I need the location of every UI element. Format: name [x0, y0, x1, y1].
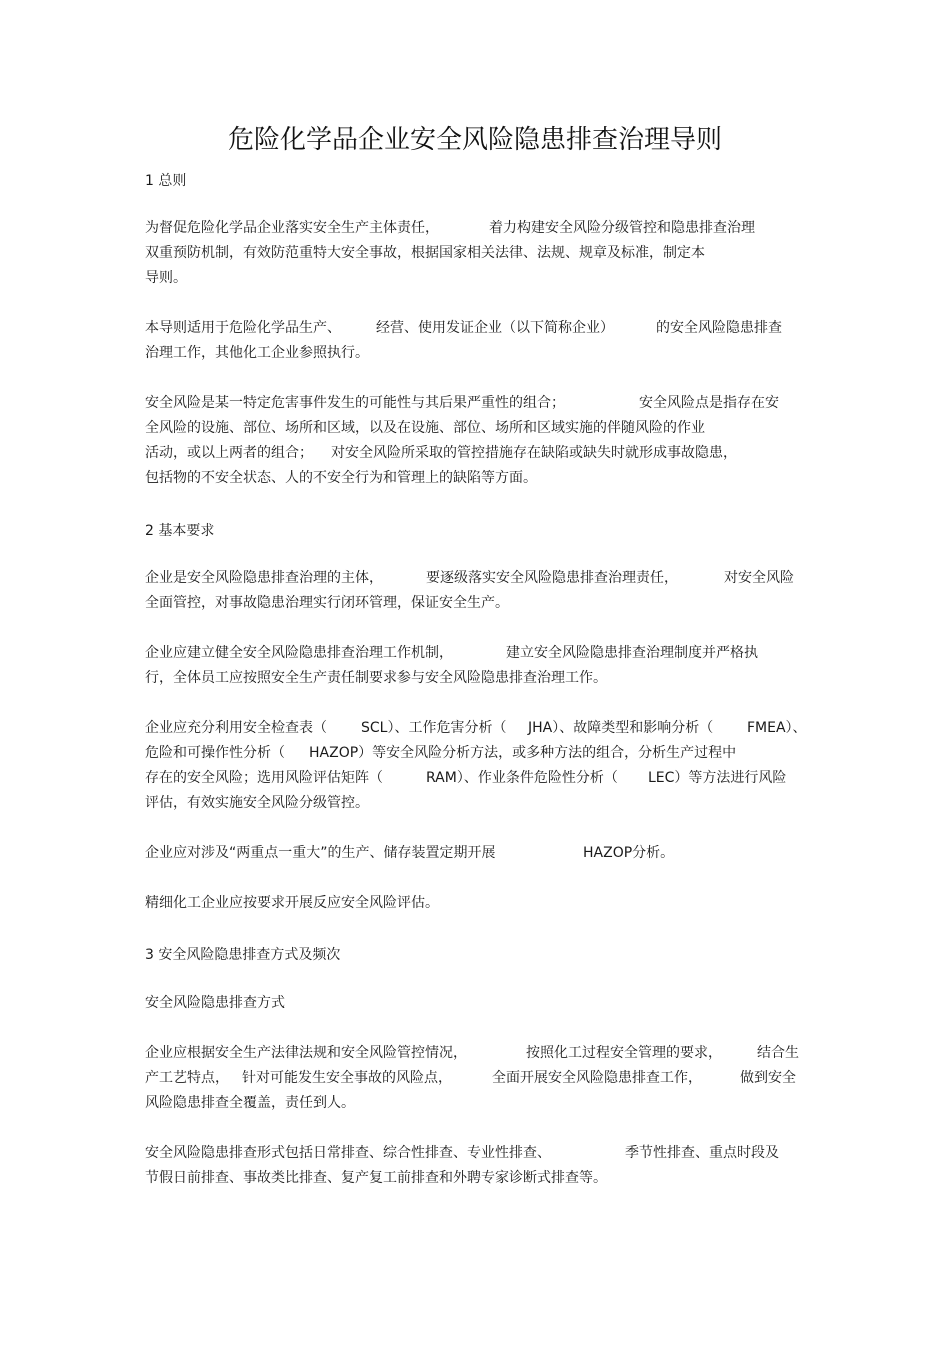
paragraph-line: 行，全体员工应按照安全生产责任制要求参与安全风险隐患排查治理工作。 [145, 670, 607, 686]
text-run: HAZOP分析。 [583, 845, 675, 861]
text-run: JHA）、故障类型和影响分析（ [528, 720, 714, 736]
text-run: 安全风险是某一特定危害事件发生的可能性与其后果严重性的组合； [145, 395, 565, 411]
paragraph-line: 双重预防机制，有效防范重特大安全事故，根据国家相关法律、法规、规章及标准，制定本 [145, 245, 705, 261]
document-title: 危险化学品企业安全风险隐患排查治理导则 [227, 125, 722, 155]
paragraph-line: 节假日前排查、事故类比排查、复产复工前排查和外聘专家诊断式排查等。 [145, 1170, 607, 1186]
text-run: 季节性排查、重点时段及 [625, 1145, 779, 1161]
text-run: 要逐级落实安全风险隐患排查治理责任， [426, 570, 678, 586]
text-run: 安全风险点是指存在安 [639, 395, 779, 411]
text-run: 按照化工过程安全管理的要求， [526, 1045, 722, 1061]
text-run: 建立安全风险隐患排查治理制度并严格执 [506, 645, 758, 661]
text-run: 产工艺特点， [145, 1070, 229, 1086]
paragraph-line: 精细化工企业应按要求开展反应安全风险评估。 [145, 895, 439, 911]
text-run: 企业应充分利用安全检查表（ [145, 720, 327, 736]
text-run: 全面开展安全风险隐患排查工作， [492, 1070, 702, 1086]
text-run: 企业应根据安全生产法律法规和安全风险管控情况， [145, 1045, 467, 1061]
text-run: 针对可能发生安全事故的风险点， [242, 1070, 452, 1086]
section-heading: 2 基本要求 [145, 523, 215, 539]
text-run: 为督促危险化学品企业落实安全生产主体责任， [145, 220, 439, 236]
section-heading: 1 总则 [145, 173, 187, 189]
text-run: 着力构建安全风险分级管控和隐患排查治理 [489, 220, 755, 236]
text-run: 安全风险隐患排查形式包括日常排查、综合性排查、专业性排查、 [145, 1145, 551, 1161]
text-run: HAZOP）等安全风险分析方法，或多种方法的组合，分析生产过程中 [309, 745, 737, 761]
section-heading: 3 安全风险隐患排查方式及频次 [145, 947, 341, 963]
text-run: RAM）、作业条件危险性分析（ [426, 770, 618, 786]
text-run: 本导则适用于危险化学品生产、 [145, 320, 341, 336]
text-run: 对安全风险所采取的管控措施存在缺陷或缺失时就形成事故隐患， [331, 445, 737, 461]
text-run: 企业应建立健全安全风险隐患排查治理工作机制， [145, 645, 453, 661]
paragraph-line: 全风险的设施、部位、场所和区域，以及在设施、部位、场所和区域实施的伴随风险的作业 [145, 420, 705, 436]
paragraph-line: 全面管控，对事故隐患治理实行闭环管理，保证安全生产。 [145, 595, 509, 611]
text-run: 企业应对涉及“两重点一重大”的生产、储存装置定期开展 [145, 845, 496, 861]
text-run: 做到安全 [740, 1070, 796, 1086]
text-run: 结合生 [757, 1045, 799, 1061]
text-run: FMEA）、 [747, 720, 807, 736]
paragraph-line: 导则。 [145, 270, 187, 286]
text-run: 活动，或以上两者的组合； [145, 445, 313, 461]
text-run: 经营、使用发证企业（以下简称企业） [376, 320, 614, 336]
paragraph-line: 治理工作，其他化工企业参照执行。 [145, 345, 369, 361]
paragraph-line: 包括物的不安全状态、人的不安全行为和管理上的缺陷等方面。 [145, 470, 537, 486]
paragraph-line: 评估，有效实施安全风险分级管控。 [145, 795, 369, 811]
text-run: 危险和可操作性分析（ [145, 745, 285, 761]
text-run: 对安全风险 [724, 570, 794, 586]
text-run: SCL）、工作危害分析（ [361, 720, 507, 736]
text-run: 企业是安全风险隐患排查治理的主体， [145, 570, 383, 586]
text-run: LEC）等方法进行风险 [648, 770, 787, 786]
text-run: 的安全风险隐患排查 [656, 320, 782, 336]
text-run: 存在的安全风险；选用风险评估矩阵（ [145, 770, 383, 786]
paragraph-line: 风险隐患排查全覆盖，责任到人。 [145, 1095, 355, 1111]
subsection-heading: 安全风险隐患排查方式 [145, 995, 285, 1011]
